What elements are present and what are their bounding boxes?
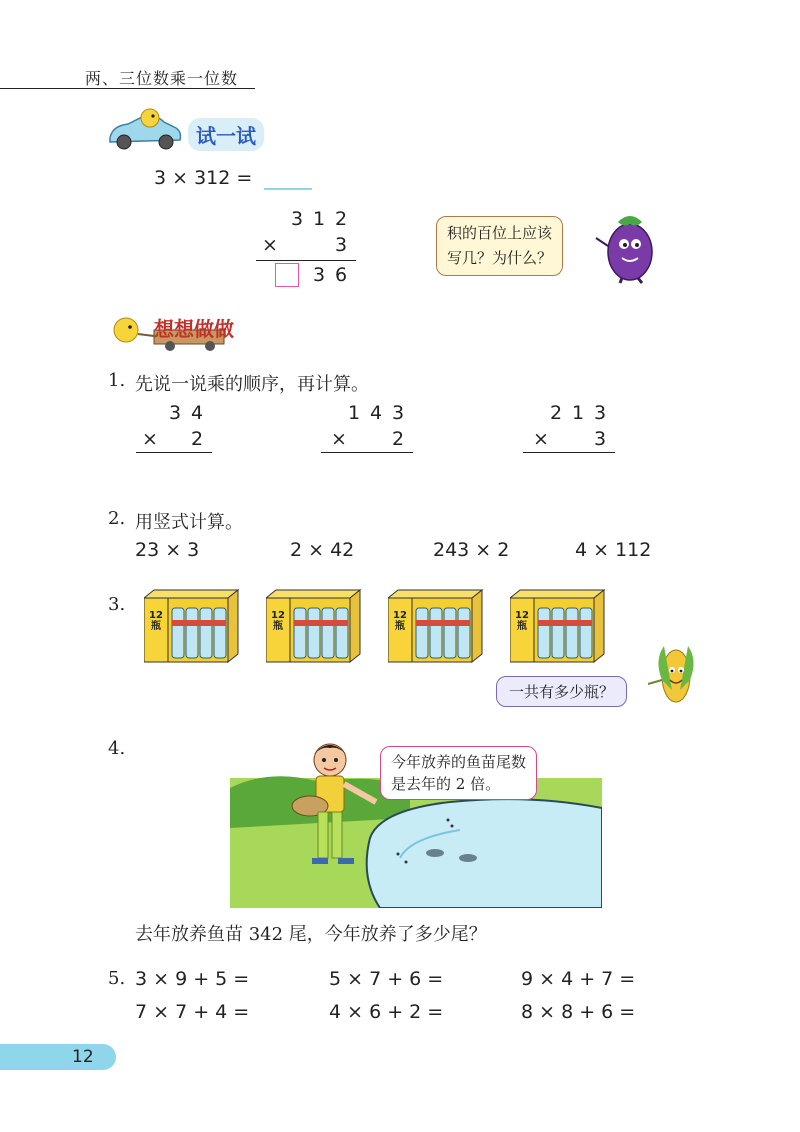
crate-unit-label: 瓶 — [517, 621, 527, 632]
bubble-line: 今年放养的鱼苗尾数 — [391, 753, 527, 771]
corn-mascot-illustration — [644, 640, 704, 712]
bubble-line: 积的百位上应该 — [447, 224, 553, 242]
q3-question-bubble: 一共有多少瓶？ — [496, 676, 627, 707]
digit: 1 — [571, 402, 585, 424]
digit: 1 — [312, 208, 326, 230]
crate-count-label: 12 — [271, 610, 285, 621]
q2-item-4: 4 × 112 — [575, 539, 652, 561]
page-number: 12 — [72, 1047, 94, 1067]
q5-item: 3 × 9 + 5 = — [135, 968, 250, 990]
question-number: 1. — [108, 370, 126, 391]
hundreds-answer-box[interactable] — [275, 263, 299, 287]
multiply-sign: × — [533, 428, 549, 450]
q5-item: 4 × 6 + 2 = — [329, 1001, 444, 1023]
vertical-rule — [523, 452, 615, 453]
digit: 3 — [593, 428, 607, 450]
crate-count-label: 12 — [515, 610, 529, 621]
digit: 3 — [593, 402, 607, 424]
digit: 2 — [549, 402, 563, 424]
bottle-crate-4 — [510, 588, 606, 664]
eggplant-mascot-illustration — [592, 206, 664, 284]
q4-hint-bubble — [380, 746, 537, 800]
q1-instruction: 先说一说乘的顺序，再计算。 — [135, 374, 369, 395]
bubble-line: 写几？为什么？ — [447, 249, 553, 267]
q2-item-2: 2 × 42 — [290, 539, 355, 561]
digit: 3 — [168, 402, 182, 424]
q1-problem-3 — [523, 402, 615, 454]
multiply-sign: × — [331, 428, 347, 450]
q1-problem-1 — [136, 402, 212, 454]
digit: 3 — [334, 234, 348, 256]
q5-item: 9 × 4 + 7 = — [521, 968, 636, 990]
q1-problem-2 — [321, 402, 413, 454]
car-mascot-illustration — [104, 108, 184, 152]
vertical-rule — [136, 452, 212, 453]
chapter-title: 两、三位数乘一位数 — [85, 69, 239, 88]
q5-item: 8 × 8 + 6 = — [521, 1001, 636, 1023]
answer-blank[interactable] — [264, 188, 312, 190]
crate-count-label: 12 — [393, 610, 407, 621]
question-number: 5. — [108, 968, 126, 989]
multiply-sign: × — [262, 234, 278, 256]
q2-item-3: 243 × 2 — [433, 539, 510, 561]
crate-unit-label: 瓶 — [273, 621, 283, 632]
vertical-rule — [256, 260, 356, 261]
digit: 2 — [391, 428, 405, 450]
digit: 3 — [290, 208, 304, 230]
q2-instruction: 用竖式计算。 — [135, 512, 243, 533]
page-number-tab — [0, 1044, 116, 1070]
crate-unit-label: 瓶 — [395, 621, 405, 632]
q5-item: 7 × 7 + 4 = — [135, 1001, 250, 1023]
digit: 2 — [190, 428, 204, 450]
q4-question: 去年放养鱼苗 342 尾，今年放养了多少尾？ — [135, 924, 487, 945]
question-number: 3. — [108, 594, 126, 615]
digit: 2 — [334, 208, 348, 230]
section-title-try: 试一试 — [188, 118, 264, 151]
digit: 6 — [334, 264, 348, 286]
multiply-sign: × — [142, 428, 158, 450]
bottle-crate-1 — [144, 588, 240, 664]
digit: 3 — [312, 264, 326, 286]
vertical-rule — [321, 452, 413, 453]
question-number: 2. — [108, 508, 126, 529]
q2-item-1: 23 × 3 — [135, 539, 200, 561]
digit: 1 — [347, 402, 361, 424]
hint-bubble — [436, 216, 563, 276]
crate-count-label: 12 — [149, 610, 163, 621]
section-title-practice: 想想做做 — [154, 317, 234, 341]
digit: 3 — [391, 402, 405, 424]
question-number: 4. — [108, 738, 126, 759]
try-equation: 3 × 312 = — [154, 167, 253, 189]
q5-item: 5 × 7 + 6 = — [329, 968, 444, 990]
bubble-line: 是去年的 2 倍。 — [391, 775, 501, 793]
bottle-crate-3 — [388, 588, 484, 664]
digit: 4 — [190, 402, 204, 424]
bottle-crate-2 — [266, 588, 362, 664]
crate-unit-label: 瓶 — [151, 621, 161, 632]
digit: 4 — [369, 402, 383, 424]
header-rule — [0, 88, 255, 89]
